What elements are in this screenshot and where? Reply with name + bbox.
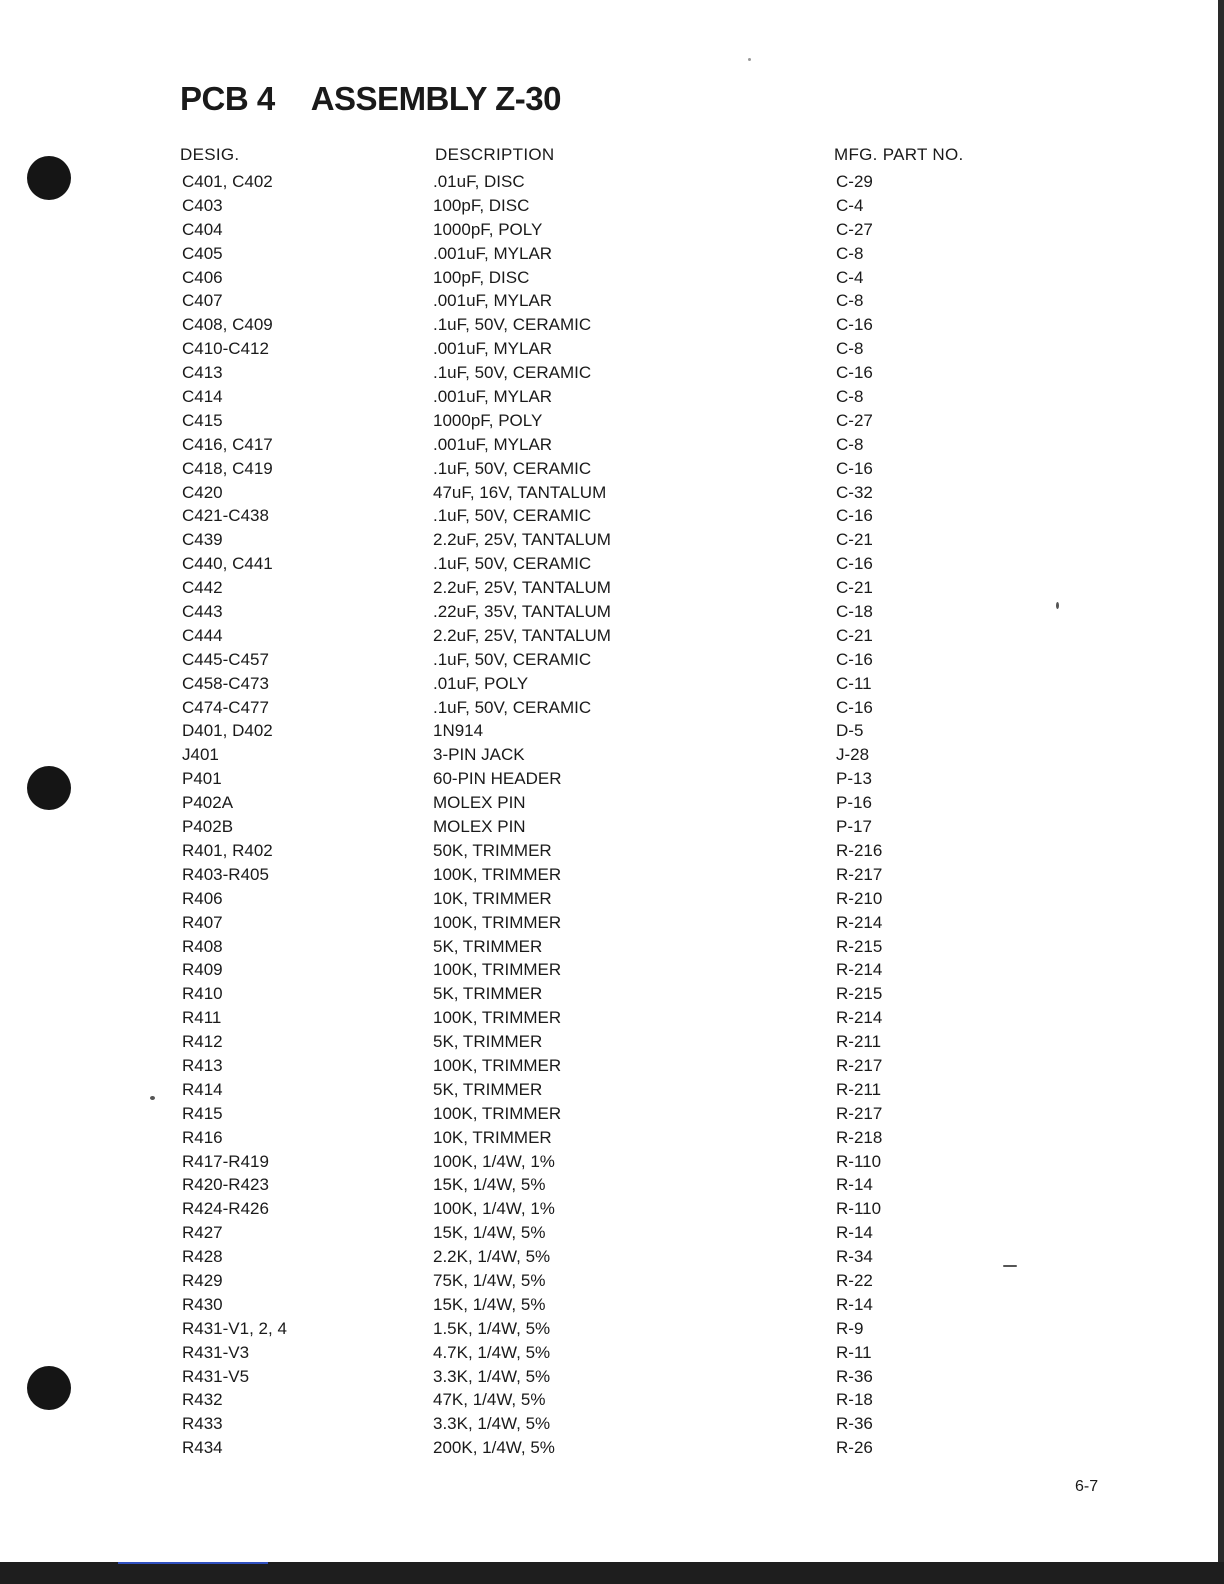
part-description: 5K, TRIMMER bbox=[433, 1079, 543, 1099]
part-description: 5K, TRIMMER bbox=[433, 984, 543, 1004]
mfg-part-number: R-11 bbox=[836, 1342, 872, 1362]
parts-row bbox=[0, 1197, 1224, 1221]
parts-row bbox=[0, 1030, 1224, 1054]
mfg-part-number: R-211 bbox=[836, 1032, 882, 1052]
part-designator: R413 bbox=[182, 1055, 223, 1075]
part-designator: C405 bbox=[182, 243, 223, 263]
mfg-part-number: C-4 bbox=[836, 195, 864, 215]
page-number: 6-7 bbox=[1075, 1478, 1099, 1495]
parts-row bbox=[0, 1293, 1224, 1317]
parts-row bbox=[0, 887, 1224, 911]
part-designator: R408 bbox=[182, 936, 223, 956]
part-description: 5K, TRIMMER bbox=[433, 936, 543, 956]
parts-row bbox=[0, 1317, 1224, 1341]
part-designator: R407 bbox=[182, 912, 223, 932]
part-description: 10K, TRIMMER bbox=[433, 1127, 552, 1147]
part-description: 100pF, DISC bbox=[433, 267, 530, 287]
parts-row bbox=[0, 935, 1224, 959]
part-description: 100K, 1/4W, 1% bbox=[433, 1151, 555, 1171]
part-description: .001uF, MYLAR bbox=[433, 387, 553, 407]
parts-row bbox=[0, 1102, 1224, 1126]
mfg-part-number: C-27 bbox=[836, 410, 873, 430]
part-description: 3.3K, 1/4W, 5% bbox=[433, 1414, 551, 1434]
part-designator: J401 bbox=[182, 745, 219, 765]
part-description: .001uF, MYLAR bbox=[433, 291, 553, 311]
mfg-part-number: C-16 bbox=[836, 363, 873, 383]
parts-row bbox=[0, 433, 1224, 457]
part-designator: D401, D402 bbox=[182, 721, 273, 741]
part-description: 3.3K, 1/4W, 5% bbox=[433, 1366, 551, 1386]
parts-row bbox=[0, 958, 1224, 982]
mfg-part-number: P-17 bbox=[836, 817, 872, 837]
part-description: 15K, 1/4W, 5% bbox=[433, 1223, 546, 1243]
page-title bbox=[180, 80, 561, 118]
mfg-part-number: C-11 bbox=[836, 673, 872, 693]
header-part-no: MFG. PART NO. bbox=[834, 145, 964, 164]
header-desig: DESIG. bbox=[180, 145, 240, 164]
parts-row bbox=[0, 1006, 1224, 1030]
part-designator: C406 bbox=[182, 267, 223, 287]
header-description: DESCRIPTION bbox=[435, 145, 555, 164]
parts-row bbox=[0, 743, 1224, 767]
mfg-part-number: R-26 bbox=[836, 1438, 873, 1458]
parts-row bbox=[0, 1078, 1224, 1102]
part-description: MOLEX PIN bbox=[433, 793, 526, 813]
part-designator: R431-V1, 2, 4 bbox=[182, 1318, 287, 1338]
parts-row bbox=[0, 624, 1224, 648]
part-designator: C401, C402 bbox=[182, 172, 273, 191]
part-designator: P402A bbox=[182, 793, 234, 813]
part-description: MOLEX PIN bbox=[433, 817, 526, 837]
part-description: 4.7K, 1/4W, 5% bbox=[433, 1342, 551, 1362]
part-designator: R420-R423 bbox=[182, 1175, 269, 1195]
mfg-part-number: R-214 bbox=[836, 960, 883, 980]
part-designator: C474-C477 bbox=[182, 697, 269, 717]
parts-row bbox=[0, 1126, 1224, 1150]
part-description: 2.2uF, 25V, TANTALUM bbox=[433, 578, 611, 598]
parts-row bbox=[0, 863, 1224, 887]
mfg-part-number: C-8 bbox=[836, 339, 864, 359]
part-designator: R401, R402 bbox=[182, 840, 273, 860]
mfg-part-number: C-16 bbox=[836, 649, 873, 669]
mfg-part-number: C-8 bbox=[836, 243, 864, 263]
part-description: 1000pF, POLY bbox=[433, 219, 543, 239]
part-designator: R429 bbox=[182, 1270, 223, 1290]
part-description: 100pF, DISC bbox=[433, 195, 530, 215]
parts-row bbox=[0, 1221, 1224, 1245]
part-designator: R411 bbox=[182, 1008, 222, 1028]
part-description: .01uF, DISC bbox=[433, 172, 525, 191]
mfg-part-number: R-217 bbox=[836, 1055, 883, 1075]
part-designator: R434 bbox=[182, 1438, 223, 1458]
part-designator: R415 bbox=[182, 1103, 223, 1123]
mfg-part-number: C-16 bbox=[836, 458, 873, 478]
part-designator: R412 bbox=[182, 1032, 223, 1052]
parts-row bbox=[0, 457, 1224, 481]
part-description: .001uF, MYLAR bbox=[433, 339, 553, 359]
mfg-part-number: R-22 bbox=[836, 1270, 873, 1290]
parts-row bbox=[0, 170, 1224, 194]
mfg-part-number: R-14 bbox=[836, 1223, 873, 1243]
part-designator: C443 bbox=[182, 602, 223, 622]
parts-list bbox=[0, 170, 1224, 1460]
part-designator: C444 bbox=[182, 625, 223, 645]
mfg-part-number: C-8 bbox=[836, 387, 864, 407]
part-description: 47uF, 16V, TANTALUM bbox=[433, 482, 607, 502]
mfg-part-number: R-110 bbox=[836, 1151, 882, 1171]
parts-row bbox=[0, 1054, 1224, 1078]
part-description: 5K, TRIMMER bbox=[433, 1032, 543, 1052]
mfg-part-number: C-16 bbox=[836, 697, 873, 717]
parts-row bbox=[0, 289, 1224, 313]
parts-row bbox=[0, 361, 1224, 385]
parts-row bbox=[0, 1341, 1224, 1365]
part-description: .22uF, 35V, TANTALUM bbox=[433, 602, 611, 622]
parts-row bbox=[0, 1269, 1224, 1293]
parts-row bbox=[0, 528, 1224, 552]
part-designator: C458-C473 bbox=[182, 673, 269, 693]
part-designator: C410-C412 bbox=[182, 339, 269, 359]
parts-row bbox=[0, 1436, 1224, 1460]
mfg-part-number: R-218 bbox=[836, 1127, 883, 1147]
scan-artifact-line bbox=[118, 1562, 268, 1564]
part-designator: C445-C457 bbox=[182, 649, 269, 669]
part-description: .1uF, 50V, CERAMIC bbox=[433, 458, 592, 478]
parts-row bbox=[0, 337, 1224, 361]
part-description: 2.2K, 1/4W, 5% bbox=[433, 1247, 551, 1267]
mfg-part-number: C-16 bbox=[836, 315, 873, 335]
part-description: 1000pF, POLY bbox=[433, 410, 543, 430]
part-designator: C407 bbox=[182, 291, 223, 311]
part-designator: R432 bbox=[182, 1390, 223, 1410]
parts-row bbox=[0, 1388, 1224, 1412]
parts-row bbox=[0, 409, 1224, 433]
part-description: 15K, 1/4W, 5% bbox=[433, 1175, 546, 1195]
part-description: 47K, 1/4W, 5% bbox=[433, 1390, 546, 1410]
parts-row bbox=[0, 600, 1224, 624]
part-designator: R431-V5 bbox=[182, 1366, 250, 1386]
part-description: 200K, 1/4W, 5% bbox=[433, 1438, 555, 1458]
mfg-part-number: P-13 bbox=[836, 769, 872, 789]
part-designator: C421-C438 bbox=[182, 506, 269, 526]
part-designator: C414 bbox=[182, 387, 223, 407]
parts-row bbox=[0, 1245, 1224, 1269]
parts-row bbox=[0, 1365, 1224, 1389]
part-description: 2.2uF, 25V, TANTALUM bbox=[433, 530, 611, 550]
part-designator: C415 bbox=[182, 410, 223, 430]
parts-row bbox=[0, 218, 1224, 242]
part-designator: R410 bbox=[182, 984, 223, 1004]
mfg-part-number: C-18 bbox=[836, 602, 873, 622]
part-description: 50K, TRIMMER bbox=[433, 840, 552, 860]
part-description: .1uF, 50V, CERAMIC bbox=[433, 315, 592, 335]
parts-row bbox=[0, 719, 1224, 743]
mfg-part-number: D-5 bbox=[836, 721, 864, 741]
mfg-part-number: C-27 bbox=[836, 219, 873, 239]
part-designator: C418, C419 bbox=[182, 458, 273, 478]
mfg-part-number: C-8 bbox=[836, 291, 864, 311]
mfg-part-number: C-21 bbox=[836, 625, 873, 645]
part-designator: R417-R419 bbox=[182, 1151, 269, 1171]
part-description: 1N914 bbox=[433, 721, 484, 741]
part-description: 100K, TRIMMER bbox=[433, 960, 562, 980]
part-designator: C420 bbox=[182, 482, 223, 502]
parts-row bbox=[0, 194, 1224, 218]
mfg-part-number: R-14 bbox=[836, 1175, 873, 1195]
part-designator: R433 bbox=[182, 1414, 223, 1434]
mfg-part-number: R-216 bbox=[836, 840, 883, 860]
parts-row bbox=[0, 982, 1224, 1006]
part-designator: C404 bbox=[182, 219, 223, 239]
mfg-part-number: C-21 bbox=[836, 578, 873, 598]
part-description: 60-PIN HEADER bbox=[433, 769, 562, 789]
parts-row bbox=[0, 385, 1224, 409]
part-description: 100K, TRIMMER bbox=[433, 912, 562, 932]
part-description: 100K, TRIMMER bbox=[433, 1055, 562, 1075]
parts-row bbox=[0, 1150, 1224, 1174]
mfg-part-number: R-217 bbox=[836, 864, 883, 884]
part-description: .1uF, 50V, CERAMIC bbox=[433, 506, 592, 526]
part-designator: C440, C441 bbox=[182, 554, 273, 574]
parts-row bbox=[0, 266, 1224, 290]
mfg-part-number: C-8 bbox=[836, 434, 864, 454]
part-designator: C403 bbox=[182, 195, 223, 215]
mfg-part-number: R-34 bbox=[836, 1247, 873, 1267]
parts-row bbox=[0, 839, 1224, 863]
parts-row bbox=[0, 648, 1224, 672]
title-assembly: ASSEMBLY Z-30 bbox=[310, 80, 561, 117]
parts-row bbox=[0, 576, 1224, 600]
mfg-part-number: R-210 bbox=[836, 888, 883, 908]
part-description: 10K, TRIMMER bbox=[433, 888, 552, 908]
part-designator: R428 bbox=[182, 1247, 223, 1267]
part-designator: R409 bbox=[182, 960, 223, 980]
parts-row bbox=[0, 672, 1224, 696]
mfg-part-number: J-28 bbox=[836, 745, 870, 765]
part-designator: C408, C409 bbox=[182, 315, 273, 335]
part-description: 75K, 1/4W, 5% bbox=[433, 1270, 546, 1290]
mfg-part-number: R-214 bbox=[836, 1008, 883, 1028]
mfg-part-number: R-215 bbox=[836, 984, 883, 1004]
mfg-part-number: R-110 bbox=[836, 1199, 882, 1219]
title-board: PCB 4 bbox=[180, 80, 275, 117]
part-designator: P401 bbox=[182, 769, 222, 789]
part-description: 100K, TRIMMER bbox=[433, 864, 562, 884]
part-designator: R430 bbox=[182, 1294, 223, 1314]
mfg-part-number: C-4 bbox=[836, 267, 864, 287]
mfg-part-number: R-36 bbox=[836, 1366, 873, 1386]
mfg-part-number: R-18 bbox=[836, 1390, 873, 1410]
part-designator: C439 bbox=[182, 530, 223, 550]
mfg-part-number: C-16 bbox=[836, 554, 873, 574]
part-designator: R403-R405 bbox=[182, 864, 269, 884]
part-description: 15K, 1/4W, 5% bbox=[433, 1294, 546, 1314]
part-description: .01uF, POLY bbox=[433, 673, 529, 693]
part-designator: P402B bbox=[182, 817, 234, 837]
part-description: 100K, TRIMMER bbox=[433, 1103, 562, 1123]
parts-row bbox=[0, 1412, 1224, 1436]
part-description: .1uF, 50V, CERAMIC bbox=[433, 649, 592, 669]
parts-row bbox=[0, 1173, 1224, 1197]
mfg-part-number: R-14 bbox=[836, 1294, 873, 1314]
part-description: 3-PIN JACK bbox=[433, 745, 525, 765]
part-designator: C442 bbox=[182, 578, 223, 598]
mfg-part-number: R-215 bbox=[836, 936, 883, 956]
part-description: 1.5K, 1/4W, 5% bbox=[433, 1318, 551, 1338]
parts-row bbox=[0, 504, 1224, 528]
parts-row bbox=[0, 552, 1224, 576]
part-description: .1uF, 50V, CERAMIC bbox=[433, 554, 592, 574]
mfg-part-number: R-9 bbox=[836, 1318, 864, 1338]
parts-row bbox=[0, 767, 1224, 791]
part-description: .1uF, 50V, CERAMIC bbox=[433, 697, 592, 717]
mfg-part-number: C-16 bbox=[836, 506, 873, 526]
part-description: 100K, TRIMMER bbox=[433, 1008, 562, 1028]
mfg-part-number: R-211 bbox=[836, 1079, 882, 1099]
mfg-part-number: R-36 bbox=[836, 1414, 873, 1434]
scan-bottom-border bbox=[0, 1562, 1224, 1584]
part-designator: R424-R426 bbox=[182, 1199, 269, 1219]
mfg-part-number: R-214 bbox=[836, 912, 883, 932]
parts-row bbox=[0, 313, 1224, 337]
part-description: .001uF, MYLAR bbox=[433, 243, 553, 263]
part-designator: R431-V3 bbox=[182, 1342, 250, 1362]
parts-row bbox=[0, 696, 1224, 720]
mfg-part-number: R-217 bbox=[836, 1103, 883, 1123]
part-description: 2.2uF, 25V, TANTALUM bbox=[433, 625, 611, 645]
parts-row bbox=[0, 242, 1224, 266]
mfg-part-number: P-16 bbox=[836, 793, 872, 813]
part-description: 100K, 1/4W, 1% bbox=[433, 1199, 555, 1219]
mfg-part-number: C-21 bbox=[836, 530, 873, 550]
part-designator: R427 bbox=[182, 1223, 223, 1243]
parts-row bbox=[0, 791, 1224, 815]
part-designator: C416, C417 bbox=[182, 434, 273, 454]
part-designator: R414 bbox=[182, 1079, 223, 1099]
part-designator: R406 bbox=[182, 888, 223, 908]
scan-speck bbox=[748, 58, 751, 61]
parts-row bbox=[0, 815, 1224, 839]
parts-row bbox=[0, 481, 1224, 505]
part-designator: C413 bbox=[182, 363, 223, 383]
mfg-part-number: C-32 bbox=[836, 482, 873, 502]
parts-row bbox=[0, 911, 1224, 935]
part-description: .1uF, 50V, CERAMIC bbox=[433, 363, 592, 383]
part-description: .001uF, MYLAR bbox=[433, 434, 553, 454]
mfg-part-number: C-29 bbox=[836, 172, 873, 191]
part-designator: R416 bbox=[182, 1127, 223, 1147]
